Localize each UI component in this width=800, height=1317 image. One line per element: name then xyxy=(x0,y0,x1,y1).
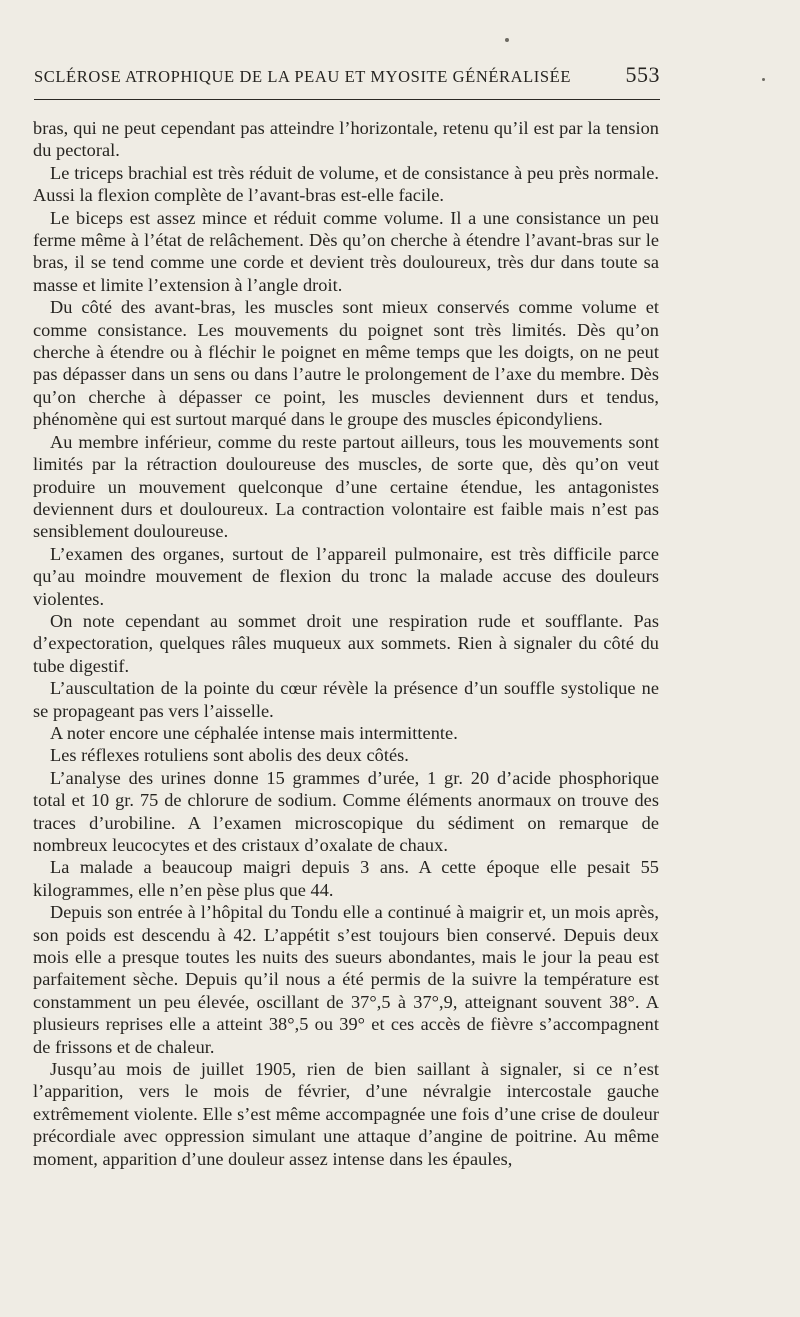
paragraph: bras, qui ne peut cependant pas atteindre l’horizontale, retenu qu’il est par la tension du pectoral. xyxy=(33,118,659,161)
page-number: 553 xyxy=(625,62,660,87)
paragraph: L’examen des organes, surtout de l’appareil pulmonaire, est très difficile parce qu’au moindre mouvement de flexion du tronc la malade accuse des douleurs violentes. xyxy=(33,543,659,609)
paragraph: Jusqu’au mois de juillet 1905, rien de bien saillant à signaler, si ce n’est l’apparition, vers le mois de février, d’une névralgie intercostale gauche extrêmement violente. Elle s’est même accompagnée une fois d’une crise de douleur précordiale avec oppression simulant une attaque d’angine de poitrine. Au même moment, apparition d’une douleur assez intense dans les épaules, xyxy=(33,1059,659,1169)
paragraph: Au membre inférieur, comme du reste partout ailleurs, tous les mouvements sont limités par la rétraction douloureuse des muscles, de sorte que, dès qu’on veut produire un mouvement quelconque d’une certaine étendue, les antagonistes deviennent durs et douloureux. La contraction volontaire est faible mais n’est pas sensiblement douloureuse. xyxy=(33,431,659,542)
ink-speck xyxy=(762,78,765,81)
paragraph: L’auscultation de la pointe du cœur révèle la présence d’un souffle systolique ne se propageant pas vers l’aisselle. xyxy=(33,678,659,721)
paragraph: Le triceps brachial est très réduit de volume, et de consistance à peu près normale. Aussi la flexion complète de l’avant-bras est-elle facile. xyxy=(33,162,659,206)
paragraph: A noter encore une céphalée intense mais intermittente. xyxy=(50,722,458,743)
body-text xyxy=(33,117,659,1170)
paragraph: L’analyse des urines donne 15 grammes d’urée, 1 gr. 20 d’acide phosphorique total et 10 gr. 75 de chlorure de sodium. Comme éléments anormaux on trouve des traces d’urobiline. A l’examen microscopique du sédiment on remarque de nombreux leucocytes et des cristaux d’oxalate de chaux. xyxy=(33,767,659,855)
paragraph: On note cependant au sommet droit une respiration rude et soufflante. Pas d’expectoration, quelques râles muqueux aux sommets. Rien à signaler du côté du tube digestif. xyxy=(33,610,659,676)
paragraph: Du côté des avant-bras, les muscles sont mieux conservés comme volume et comme consistance. Les mouvements du poignet sont très limités. Dès qu’on cherche à étendre ou à fléchir le poignet en même temps que les doigts, on ne peut pas dépasser dans un sens ou dans l’autre le prolongement de l’axe du membre. Dès qu’on cherche à dépasser ce point, les muscles deviennent durs et tendus, phénomène qui est surtout marqué dans le groupe des muscles épicondyliens. xyxy=(33,297,659,430)
paragraph: Le biceps est assez mince et réduit comme volume. Il a une consistance un peu ferme même à l’état de relâchement. Dès qu’on cherche à étendre l’avant-bras sur le bras, il se tend comme une corde et devient très douloureux, très dur dans toute sa masse et limite l’extension à l’angle droit. xyxy=(33,207,659,295)
running-header xyxy=(34,62,660,92)
paragraph: La malade a beaucoup maigri depuis 3 ans. A cette époque elle pesait 55 kilogrammes, elle n’en pèse plus que 44. xyxy=(33,857,659,900)
header-rule xyxy=(34,99,660,100)
paragraph: Depuis son entrée à l’hôpital du Tondu elle a continué à maigrir et, un mois après, son poids est descendu à 42. L’appétit s’est toujours bien conservé. Depuis deux mois elle a presque toutes les nuits des sueurs abondantes, mais le jour la peau est parfaitement sèche. Depuis qu’il nous a été permis de la suivre la température est constamment un peu élevée, oscillant de 37°,5 à 37°,9, atteignant souvent 38°. A plusieurs reprises elle a atteint 38°,5 ou 39° et ces accès de fièvre s’accompagnent de frissons et de chaleur. xyxy=(33,902,659,1057)
running-title: SCLÉROSE ATROPHIQUE DE LA PEAU ET MYOSITE GÉNÉRALISÉE xyxy=(34,67,572,86)
paragraph: Les réflexes rotuliens sont abolis des deux côtés. xyxy=(50,745,409,766)
ink-speck xyxy=(505,38,509,42)
